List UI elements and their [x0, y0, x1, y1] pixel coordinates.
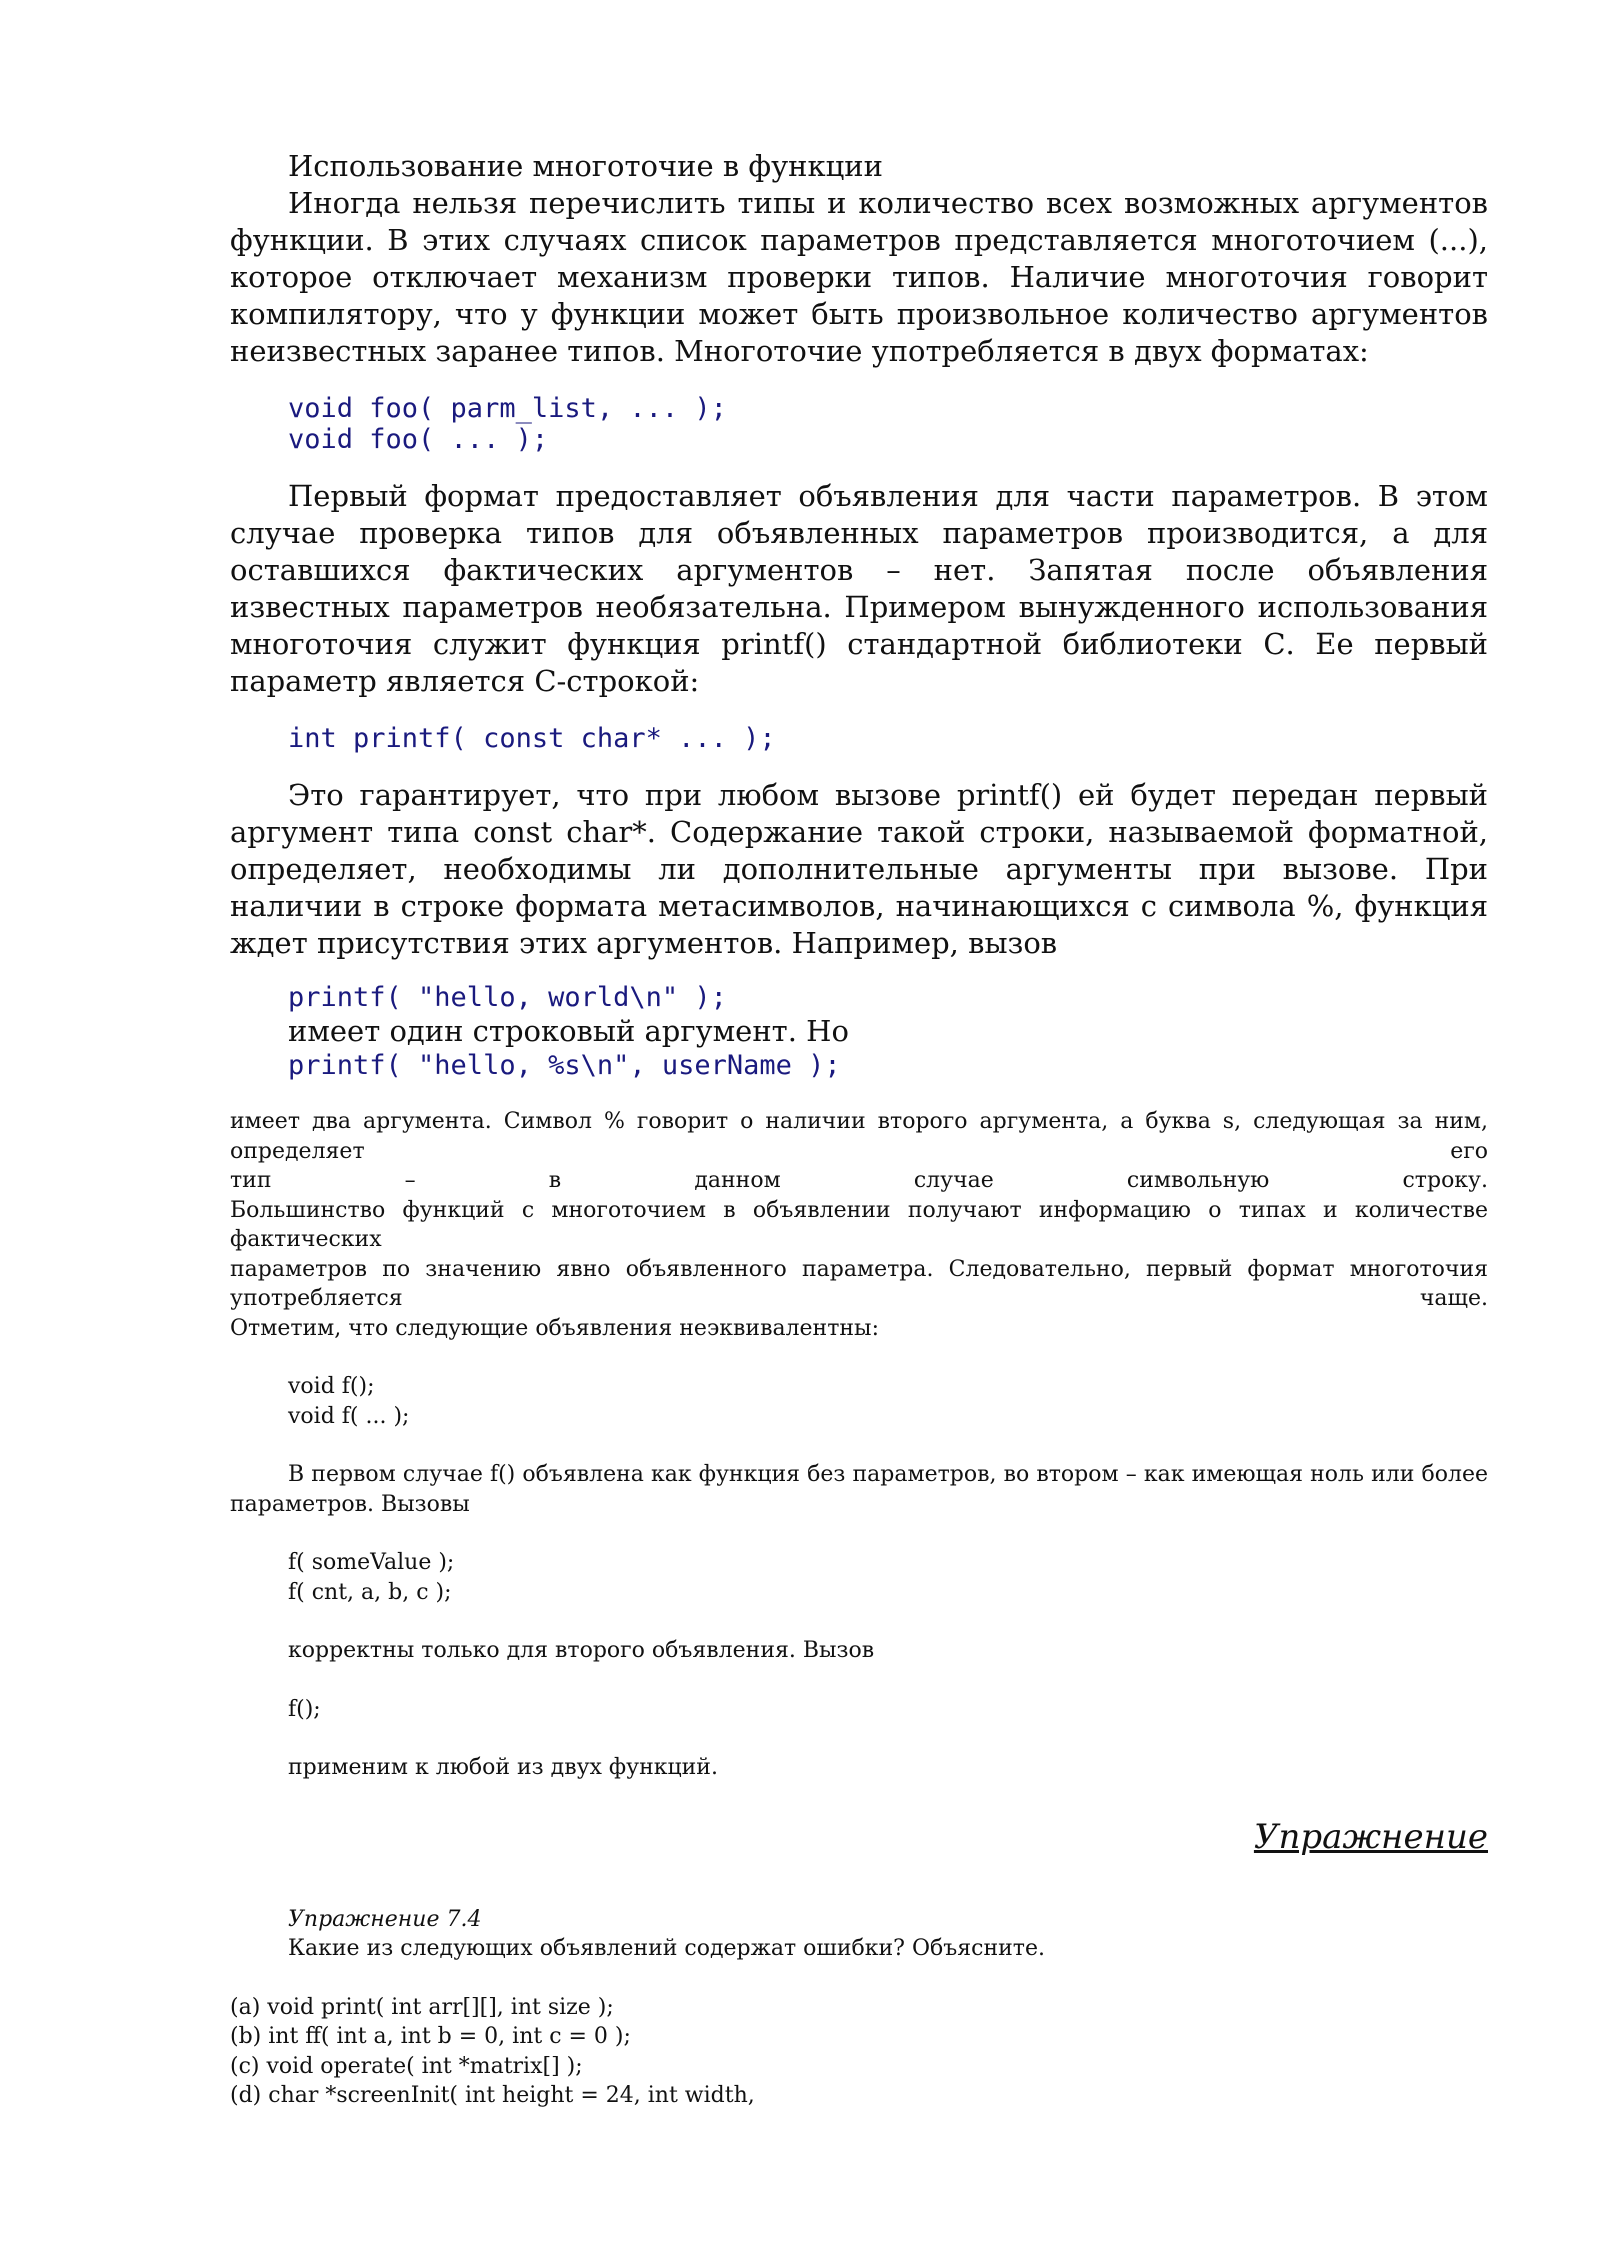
document-page — [230, 148, 1488, 2111]
code-line: void foo( ... ); — [288, 424, 549, 455]
exercise-item: (a) void print( int arr[][], int size ); — [230, 1994, 614, 2020]
section-title: Использование многоточие в функции — [288, 149, 883, 183]
small-text-line: параметров по значению явно объявленного параметра. Следовательно, первый формат многоточия — [230, 1256, 1488, 1282]
paragraph-ellipsis-intro: Иногда нельзя перечислить типы и количество всех возможных аргументов функции. В этих случаях список параметров представляется многоточием (...), которое отключает механизм проверки типов. Наличие многоточия говорит компилятору, что у функции может быть произвольное количество аргументов неизвестных заранее типов. Многоточие употребляется в двух форматах: — [230, 186, 1488, 368]
small-text-line: употребляется чаще. — [230, 1286, 1488, 1311]
exercise-item: (b) int ff( int a, int b = 0, int c = 0 ); — [230, 2024, 631, 2049]
small-text-line: Большинство функций с многоточием в объявлении получают информацию о типах и количестве фактических — [230, 1197, 1488, 1252]
applicable-text: применим к любой из двух функций. — [288, 1755, 718, 1780]
code-line: int printf( const char* ... ); — [288, 723, 776, 754]
correct-text: корректны только для второго объявления. Вызов — [288, 1638, 875, 1663]
paragraph-first-format: Первый формат предоставляет объявления для части параметров. В этом случае проверка типов для объявленных параметров производится, а для оставшихся фактических аргументов – нет. Запятая после объявления известных параметров необязательна. Примером вынужденного использования многоточия служит функция printf() стандартной библиотеки С. Ее первый параметр является C-строкой: — [230, 479, 1488, 698]
declaration-line: void f( ... ); — [288, 1403, 410, 1429]
exercise-label: Упражнение 7.4 — [288, 1906, 482, 1932]
declaration-line: void f(); — [288, 1374, 375, 1399]
call-line: f( someValue ); — [288, 1550, 455, 1575]
code-line: printf( "hello, world\n" ); — [288, 982, 727, 1013]
exercise-heading: Упражнение — [1253, 1816, 1488, 1857]
note-line: Отметим, что следующие объявления неэквивалентны: — [230, 1315, 879, 1341]
exercise-item: (d) char *screenInit( int height = 24, int width, — [230, 2083, 755, 2108]
mid-text: имеет один строковый аргумент. Но — [288, 1014, 849, 1048]
paragraph-first-case: В первом случае f() объявлена как функция без параметров, во втором – как имеющая ноль или более параметров. Вызовы — [230, 1462, 1488, 1517]
small-text-line: имеет два аргумента. Символ % говорит о наличии второго аргумента, а буква s, следующая за ним, определяет его — [230, 1109, 1488, 1164]
code-line: printf( "hello, %s\n", userName ); — [288, 1050, 841, 1081]
exercise-item: (c) void operate( int *matrix[] ); — [230, 2053, 583, 2079]
call-line: f( cnt, a, b, c ); — [288, 1579, 452, 1605]
call-line: f(); — [288, 1696, 321, 1722]
paragraph-printf: Это гарантирует, что при любом вызове printf() ей будет передан первый аргумент типа const char*. Содержание такой строки, называемой форматной, определяет, необходимы ли дополнительные аргументы при вызове. При наличии в строке формата метасимволов, начинающихся с символа %, функция ждет присутствия этих аргументов. Например, вызов — [230, 778, 1488, 960]
exercise-question: Какие из следующих объявлений содержат ошибки? Объясните. — [288, 1936, 1045, 1961]
small-text-line: тип – в данном случае символьную строку. — [230, 1168, 1488, 1193]
code-line: void foo( parm_list, ... ); — [288, 393, 727, 424]
